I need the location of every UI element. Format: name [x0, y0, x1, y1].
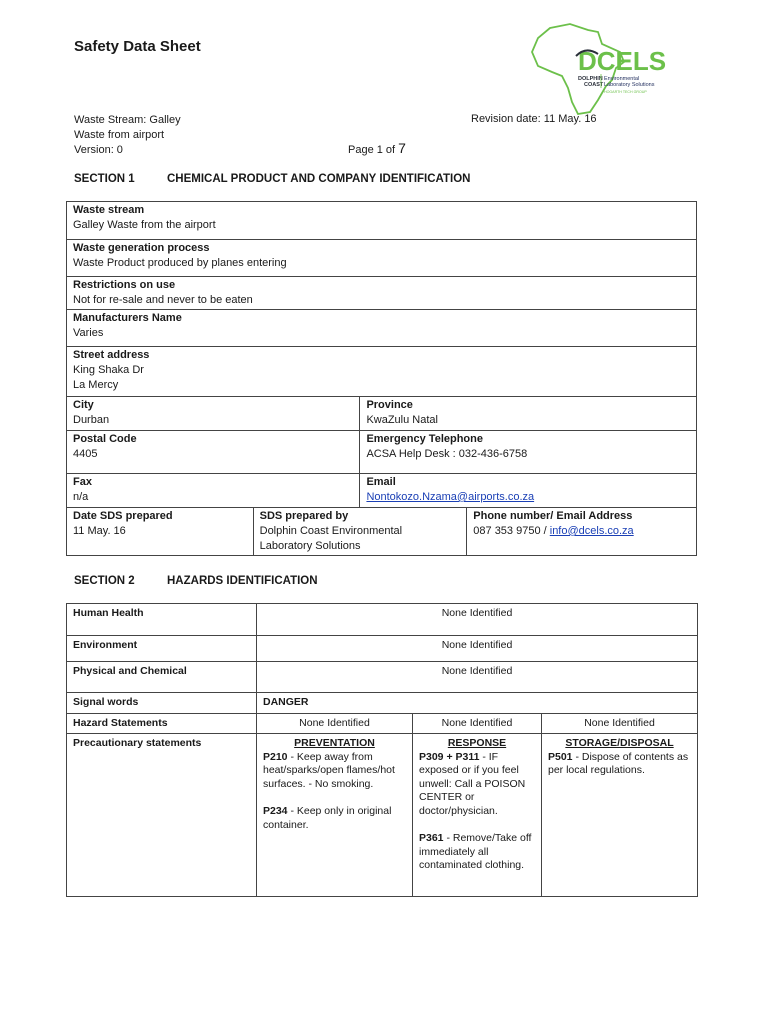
city-value: Durban [73, 414, 110, 426]
prepared-by-line2: Laboratory Solutions [259, 540, 361, 552]
prevention-cell [257, 734, 413, 897]
p361-text: - Remove/Take off immediately all contaminated clothing. [419, 832, 532, 871]
precautionary-label: Precautionary statements [67, 734, 257, 897]
postal-label: Postal Code [73, 433, 137, 445]
physical-label: Physical and Chemical [67, 662, 257, 693]
dcels-logo [528, 22, 688, 118]
hazard-statement-1: None Identified [257, 713, 413, 734]
p210-text: - Keep away from heat/sparks/open flames/hot surfaces. - No smoking. [263, 750, 395, 790]
waste-stream-value: Galley Waste from the airport [73, 219, 216, 231]
postal-value: 4405 [73, 448, 98, 460]
emergency-label: Emergency Telephone [366, 433, 483, 445]
p234-text: - Keep only in original container. [263, 805, 392, 831]
signal-words-label: Signal words [67, 693, 257, 714]
section1-title: CHEMICAL PRODUCT AND COMPANY IDENTIFICATION [167, 173, 471, 185]
restrictions-value: Not for re-sale and never to be eaten [73, 294, 253, 306]
document-meta [74, 113, 181, 158]
section2-number: SECTION 2 [74, 575, 135, 587]
p309-code: P309 + P311 [419, 750, 480, 763]
waste-stream-label: Waste stream [73, 204, 145, 216]
section2-title: HAZARDS IDENTIFICATION [167, 575, 318, 587]
manufacturers-cell [67, 310, 697, 347]
fax-label: Fax [73, 476, 92, 488]
prepared-by-label: SDS prepared by [259, 510, 349, 522]
environment-value: None Identified [257, 636, 698, 662]
process-label: Waste generation process [73, 242, 210, 254]
phone-value: 087 353 9750 / [473, 525, 550, 537]
hazard-statements-label: Hazard Statements [67, 713, 257, 734]
p361-code: P361 [419, 832, 444, 844]
revision-date: Revision date: 11 May. 16 [471, 113, 597, 125]
email-link[interactable]: Nontokozo.Nzama@airports.co.za [366, 491, 535, 503]
hazard-statement-3: None Identified [542, 713, 698, 734]
postal-cell [67, 431, 360, 474]
p309-text: - IF exposed or if you feel unwell: Call a POISON CENTER or doctor/physician. [419, 750, 526, 817]
prevention-heading: PREVENTATION [294, 737, 375, 749]
restrictions-cell [67, 277, 697, 310]
manufacturers-value: Varies [73, 327, 104, 339]
province-label: Province [366, 399, 413, 411]
fax-value: n/a [73, 491, 89, 503]
waste-stream-cell [67, 202, 697, 240]
street-line2: La Mercy [73, 379, 119, 391]
city-label: City [73, 399, 94, 411]
phone-email-link[interactable]: info@dcels.co.za [549, 525, 634, 537]
manufacturers-label: Manufacturers Name [73, 312, 182, 324]
section2-table [66, 603, 698, 897]
document-title: Safety Data Sheet [74, 38, 201, 55]
logo-desc-line1: Environmental [604, 76, 640, 82]
process-value: Waste Product produced by planes entering [73, 257, 287, 269]
section1-number: SECTION 1 [74, 173, 135, 185]
storage-heading: STORAGE/DISPOSAL [565, 737, 674, 749]
response-heading: RESPONSE [447, 737, 507, 749]
date-prepared-cell [67, 508, 254, 556]
emergency-cell [360, 431, 697, 474]
logo-tagline: HOGARTH TECH GROUP [604, 90, 647, 94]
prepared-by-line1: Dolphin Coast Environmental [259, 525, 403, 537]
hazard-statement-2: None Identified [413, 713, 542, 734]
page-prefix: Page 1 of [348, 144, 399, 156]
signal-words-value: DANGER [257, 693, 698, 714]
city-cell [67, 397, 360, 431]
physical-value: None Identified [257, 662, 698, 693]
human-health-value: None Identified [257, 604, 698, 636]
email-label: Email [366, 476, 396, 488]
p210-code: P210 [263, 750, 288, 763]
emergency-value: ACSA Help Desk : 032-436-6758 [366, 448, 528, 460]
page-total: 7 [398, 140, 406, 156]
p501-text: - Dispose of contents as per local regulations. [548, 750, 689, 776]
date-prepared-value: 11 May. 16 [73, 525, 126, 537]
prepared-by-cell [253, 508, 467, 556]
logo-company-line1: DOLPHIN [578, 76, 603, 82]
africa-map-icon [528, 22, 688, 118]
page-indicator [348, 140, 406, 156]
province-cell [360, 397, 697, 431]
date-prepared-label: Date SDS prepared [73, 510, 173, 522]
response-cell [413, 734, 542, 897]
waste-from-line: Waste from airport [74, 129, 165, 141]
phone-label: Phone number/ Email Address [473, 510, 633, 522]
environment-label: Environment [67, 636, 257, 662]
street-cell [67, 347, 697, 397]
province-value: KwaZulu Natal [366, 414, 438, 426]
storage-cell [542, 734, 698, 897]
logo-company-line2: COAST [584, 82, 604, 88]
street-line1: King Shaka Dr [73, 364, 144, 376]
logo-desc-line2: Laboratory Solutions [604, 82, 655, 88]
section1-table [66, 201, 697, 556]
restrictions-label: Restrictions on use [73, 279, 176, 291]
version-line: Version: 0 [74, 144, 123, 156]
waste-stream-line: Waste Stream: Galley [74, 114, 181, 126]
fax-cell [67, 474, 360, 508]
phone-cell [467, 508, 697, 556]
email-cell [360, 474, 697, 508]
street-label: Street address [73, 349, 150, 361]
logo-brand: DCELS [578, 46, 667, 76]
p501-code: P501 [548, 750, 573, 763]
process-cell [67, 240, 697, 277]
p234-code: P234 [263, 805, 288, 817]
human-health-label: Human Health [67, 604, 257, 636]
